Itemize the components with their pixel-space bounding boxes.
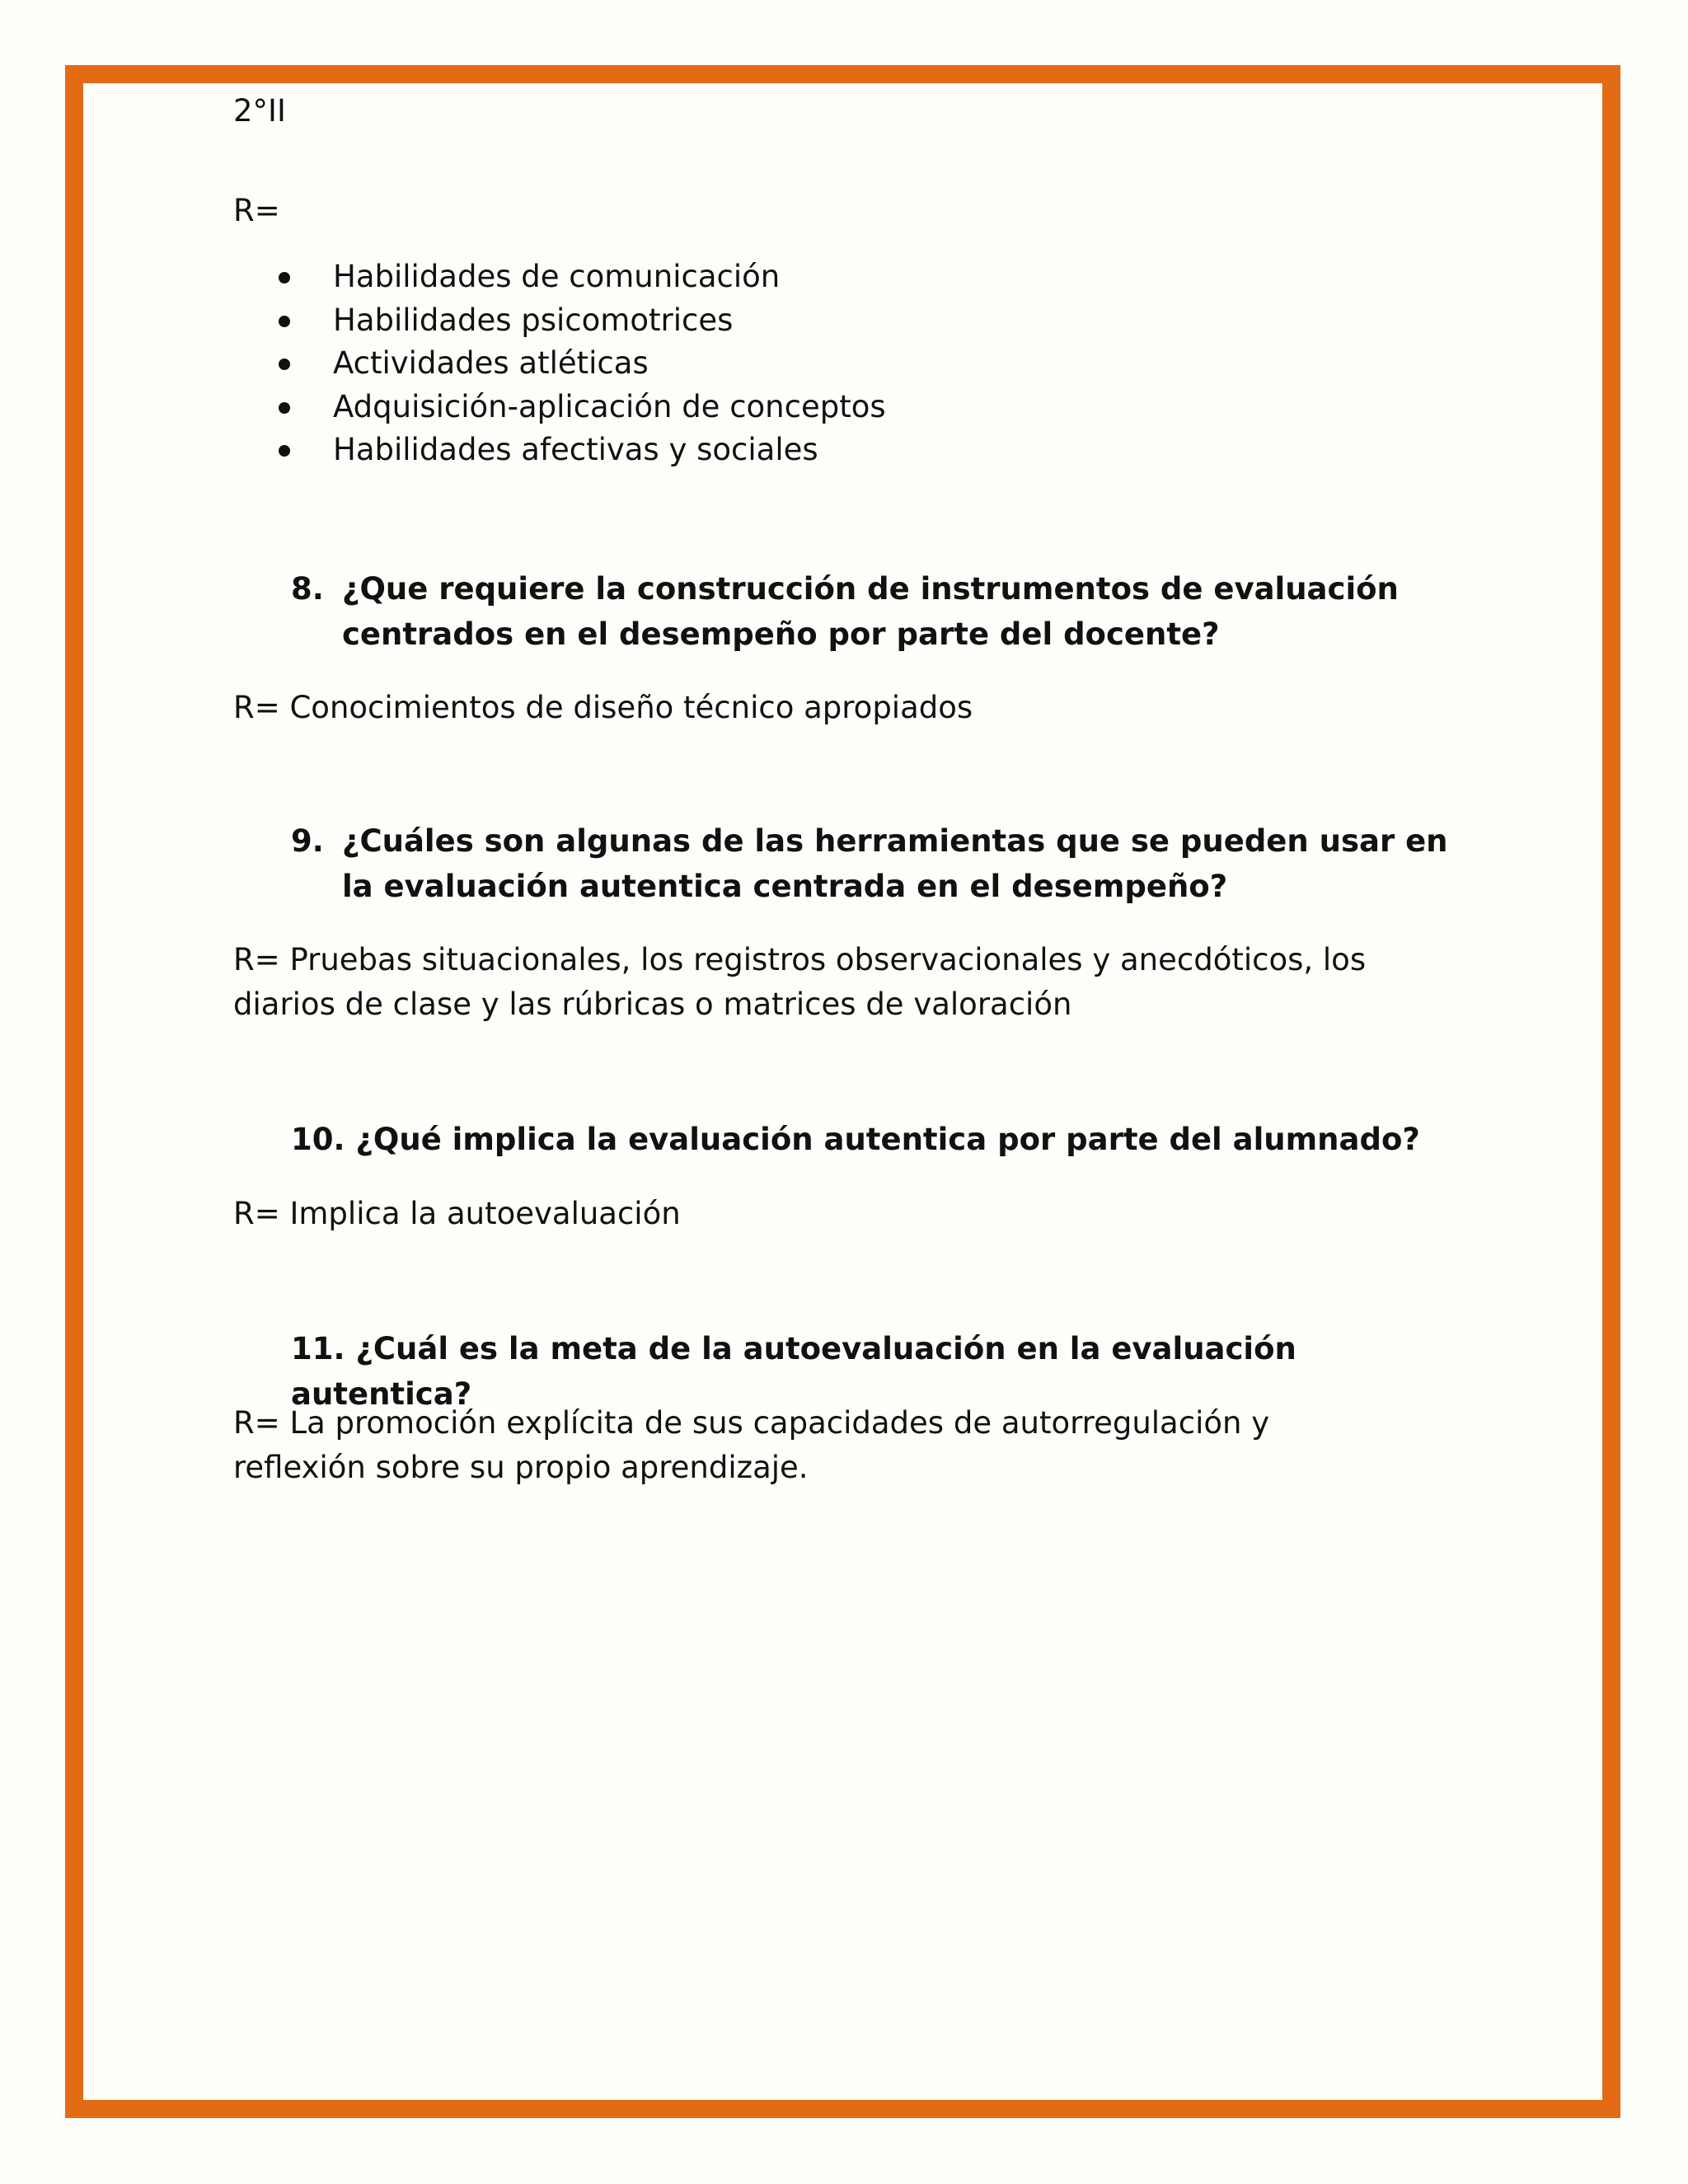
answer-prefix: R= [233,193,280,228]
question-number: 11. [291,1331,345,1366]
question-number: 9. [291,823,324,859]
question-text: ¿Cuál es la meta de la autoevaluación en la evaluación autentica? [291,1331,1296,1412]
skills-list [279,255,886,472]
answer-10: R= Implica la autoevaluación [233,1196,681,1231]
bullet-icon [279,402,290,414]
question-number: 10. [291,1122,345,1157]
list-item: Adquisición-aplicación de conceptos [279,386,886,429]
group-label: 2°II [233,93,286,129]
question-8 [291,566,1461,657]
question-text: ¿Que requiere la construcción de instrumentos de evaluación centrados en el desempeño por parte del docente? [342,571,1399,652]
bullet-icon [279,272,290,284]
bullet-icon [279,316,290,327]
bullet-icon [279,359,290,370]
answer-9: R= Pruebas situacionales, los registros observacionales y anecdóticos, los diarios de clase y las rúbricas o matrices de valoración [233,942,1367,1022]
answer-11: R= La promoción explícita de sus capacidades de autorregulación y reflexión sobre su propio aprendizaje. [233,1405,1270,1485]
question-number: 8. [291,571,324,607]
answer-8: R= Conocimientos de diseño técnico apropiados [233,690,973,725]
bullet-icon [279,445,290,457]
list-item: Habilidades de comunicación [279,255,886,299]
question-text: ¿Qué implica la evaluación autentica por parte del alumnado? [355,1122,1420,1157]
list-item: Habilidades psicomotrices [279,299,886,343]
question-text: ¿Cuáles son algunas de las herramientas que se pueden usar en la evaluación autentica centrada en el desempeño? [342,823,1448,904]
question-10 [291,1117,1461,1162]
list-item: Actividades atléticas [279,342,886,386]
list-item: Habilidades afectivas y sociales [279,429,886,472]
question-9 [291,818,1461,909]
